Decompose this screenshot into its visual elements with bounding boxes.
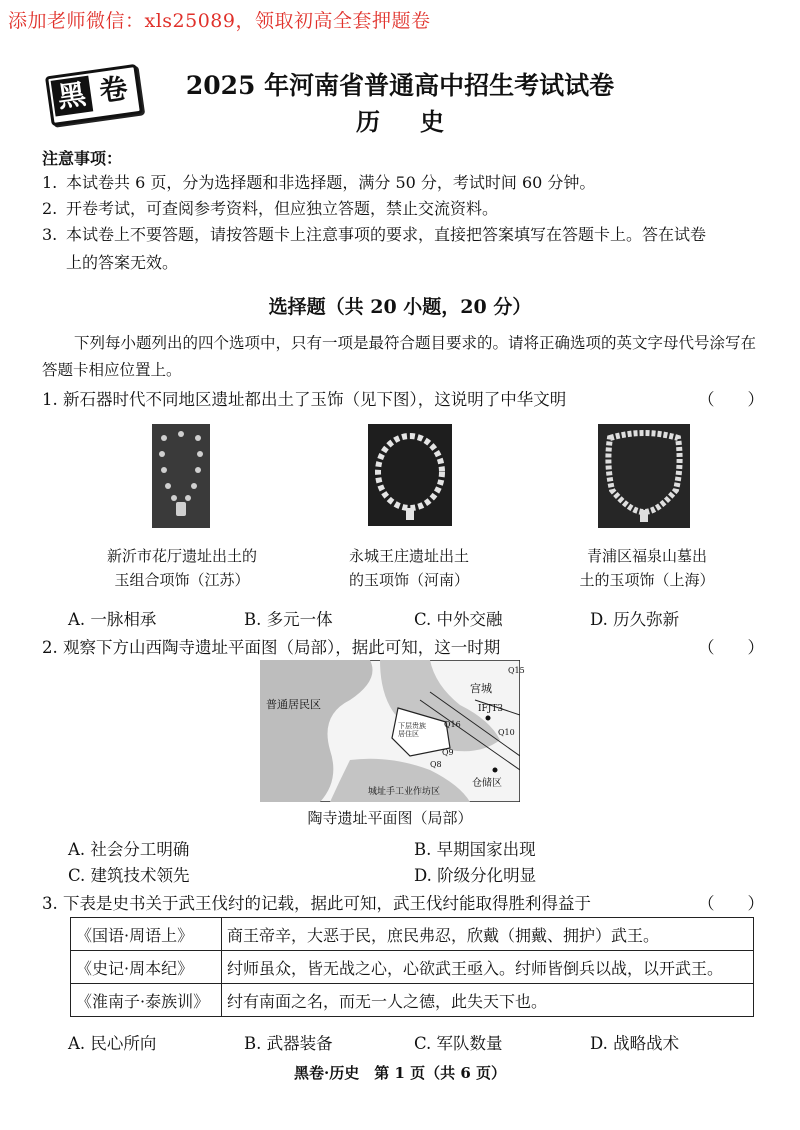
notes-heading: 注意事项：: [42, 149, 123, 168]
q1-option-d[interactable]: D. 历久弥新: [590, 610, 680, 629]
caption-line: 的玉项饰（河南）: [348, 571, 469, 589]
map-caption: 陶寺遗址平面图（局部）: [307, 809, 473, 827]
q3-records-table: [70, 917, 754, 1017]
note-item: [42, 196, 762, 222]
q2-option-c[interactable]: C. 建筑技术领先: [68, 866, 190, 885]
note-item: [42, 170, 762, 196]
taosi-site-map: [260, 660, 525, 802]
table-cell-source: 《淮南子·泰族训》: [71, 984, 222, 1017]
caption-huating: [96, 544, 268, 592]
q2-stem: 2. 观察下方山西陶寺遗址平面图（局部），据此可知，这一时期: [42, 638, 501, 657]
logo-char-2: 卷: [97, 71, 130, 109]
q3-stem: 3. 下表是史书关于武王伐纣的记载，据此可知，武王伐纣能取得胜利得益于: [42, 894, 591, 913]
table-cell-text: 纣师虽众，皆无战之心，心欲武王亟入。纣师皆倒兵以战，以开武王。: [222, 951, 754, 984]
note-number: 3.: [42, 225, 58, 244]
section-instructions: 下列每小题列出的四个选项中，只有一项是最符合题目要求的。请将正确选项的英文字母代号涂写在答题卡相应位置上。: [42, 334, 757, 379]
q1-option-b[interactable]: B. 多元一体: [244, 610, 333, 629]
note-number: 2.: [42, 199, 58, 218]
table-row: [71, 951, 754, 984]
q1-option-a[interactable]: A. 一脉相承: [68, 610, 157, 629]
jade-necklace-huating-image: [152, 424, 210, 528]
jade-necklace-fuquanshan-image: [598, 424, 690, 528]
section-title: 选择题（共 20 小题，20 分）: [268, 296, 532, 318]
q3-answer-paren: （ ）: [698, 894, 764, 913]
logo-char-1: 黑: [51, 76, 94, 117]
map-label-ifjt3: IFJT3: [478, 704, 504, 714]
map-label-palace: 宫城: [470, 682, 492, 695]
q1-stem: 1. 新石器时代不同地区遗址都出土了玉饰（见下图），这说明了中华文明: [42, 390, 567, 409]
map-label-residential: 普通居民区: [266, 698, 321, 711]
map-label-q10: Q10: [498, 728, 515, 737]
note-text: 本试卷共 6 页，分为选择题和非选择题，满分 50 分，考试时间 60 分钟。: [66, 173, 596, 192]
table-cell-text: 商王帝辛，大恶于民，庶民弗忍，欣戴（拥戴、拥护）武王。: [222, 918, 754, 951]
q3-option-a[interactable]: A. 民心所向: [68, 1034, 157, 1053]
table-cell-text: 纣有南面之名，而无一人之德，此失天下也。: [222, 984, 754, 1017]
q3-option-d[interactable]: D. 战略战术: [590, 1034, 680, 1053]
caption-fuquanshan: [572, 544, 722, 592]
table-cell-source: 《国语·周语上》: [71, 918, 222, 951]
caption-line: 新沂市花厅遗址出土的: [106, 547, 257, 565]
caption-line: 永城王庄遗址出土: [348, 547, 469, 565]
caption-line: 玉组合项饰（江苏）: [114, 571, 250, 589]
q2-option-b[interactable]: B. 早期国家出现: [414, 840, 536, 859]
page-footer: 黑卷·历史 第 1 页（共 6 页）: [294, 1064, 506, 1082]
q3-option-c[interactable]: C. 军队数量: [414, 1034, 503, 1053]
q3-option-b[interactable]: B. 武器装备: [244, 1034, 333, 1053]
note-item-continuation: 上的答案无效。: [66, 253, 179, 272]
table-row: [71, 984, 754, 1017]
map-label-q9: Q9: [442, 748, 454, 757]
map-label-workshop: 城址手工业作坊区: [368, 787, 441, 797]
table-row: [71, 918, 754, 951]
jade-necklace-wangzhuang-image: [368, 424, 452, 526]
map-label-warehouse: 仓储区: [472, 778, 502, 789]
q2-option-a[interactable]: A. 社会分工明确: [68, 840, 190, 859]
map-label-q15: Q15: [508, 666, 525, 675]
q2-answer-paren: （ ）: [698, 638, 764, 657]
exam-title: 2025 年河南省普通高中招生考试试卷: [185, 71, 615, 100]
caption-line: 土的玉项饰（上海）: [579, 571, 715, 589]
note-item: [42, 222, 762, 248]
map-label-q8: Q8: [430, 760, 442, 769]
note-number: 1.: [42, 173, 58, 192]
note-text: 开卷考试，可查阅参考资料，但应独立答题，禁止交流资料。: [66, 199, 499, 218]
q2-option-d[interactable]: D. 阶级分化明显: [414, 866, 537, 885]
promo-banner: 添加老师微信：xls25089，领取初高全套押题卷: [8, 10, 431, 32]
table-cell-source: 《史记·周本纪》: [71, 951, 222, 984]
q1-option-c[interactable]: C. 中外交融: [414, 610, 503, 629]
subject-title: 历史: [356, 107, 484, 136]
map-label-q16: Q16: [444, 720, 461, 729]
caption-line: 青浦区福泉山墓出: [586, 547, 707, 565]
q1-answer-paren: （ ）: [698, 390, 764, 409]
map-label-lower-noble: 下层贵族居住区: [398, 722, 426, 738]
caption-wangzhuang: [334, 544, 484, 592]
note-text: 本试卷上不要答题，请按答题卡上注意事项的要求，直接把答案填写在答题卡上。答在试卷: [66, 225, 707, 244]
